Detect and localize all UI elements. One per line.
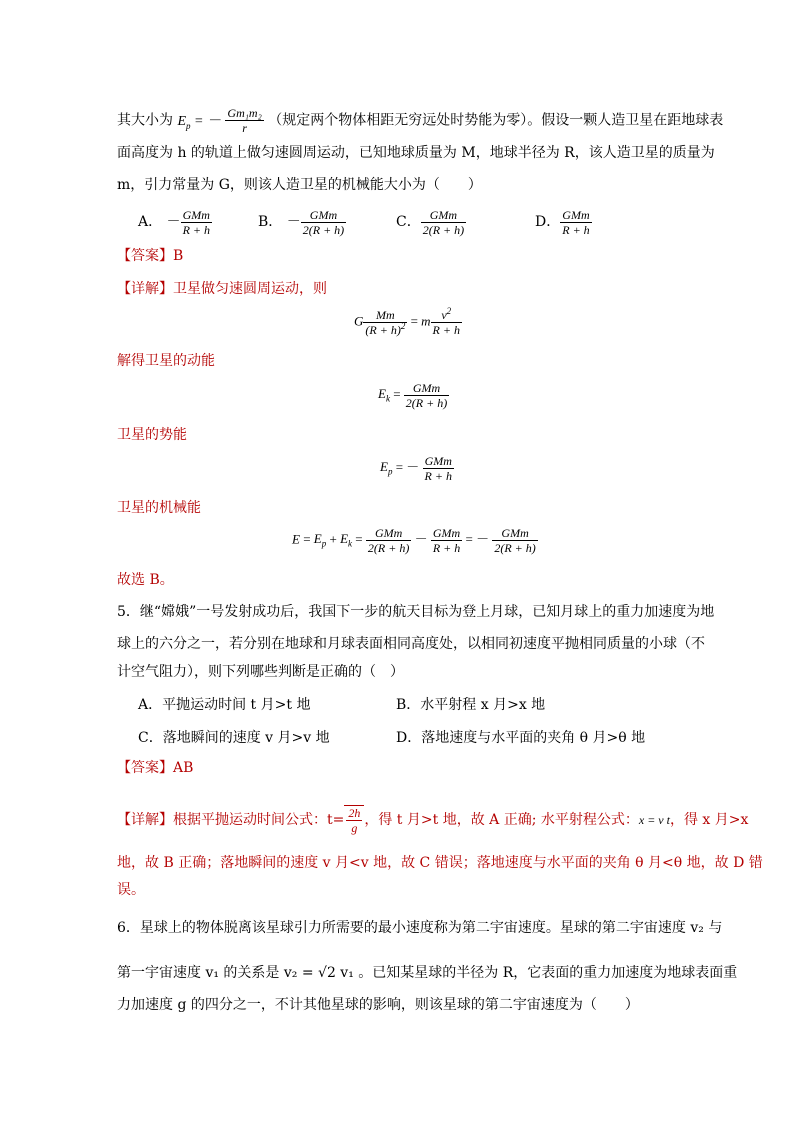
q4-line3: m，引力常量为 G，则该人造卫星的机械能大小为（ ） (117, 177, 482, 193)
kinetic-label: 解得卫星的动能 (117, 353, 215, 369)
q5-stem1: 5．继“嫦娥”一号发射成功后，我国下一步的航天目标为登上月球，已知月球上的重力加速度为地 (117, 604, 715, 620)
q5-detail1-a: 【详解】根据平抛运动时间公式：t= (117, 812, 345, 828)
q5-detail1 (117, 805, 748, 835)
q5-detail3: 误。 (117, 882, 145, 898)
q4-line1-b: （规定两个物体相距无穷远处时势能为零）。假设一颗人造卫星在距地球表 (268, 112, 724, 129)
ep-fraction (225, 106, 263, 135)
q4-line1 (117, 106, 723, 135)
q4-answer: 【答案】B (117, 248, 184, 264)
option-fraction (421, 208, 466, 237)
q5-stem3: 计空气阻力），则下列哪些判断是正确的（ ） (117, 664, 404, 680)
sqrt-2h-over-g: $\frac{2h}{g}$ (344, 805, 364, 835)
q4-conclusion: 故选 B。 (117, 572, 174, 588)
option-den: R + h (562, 222, 590, 237)
ep-den: r (242, 121, 247, 135)
eq-kinetic: $E_k$ = $\frac{\text{GMm}}{2(R + h)}$ (378, 381, 448, 410)
q4-detail (117, 279, 327, 299)
q5-option-d: D．落地速度与水平面的夹角 θ 月>θ 地 (396, 730, 646, 746)
ep-symbol: $E_p$ = － (177, 113, 221, 131)
q5-option-a: A．平抛运动时间 t 月>t 地 (138, 697, 311, 713)
q5-option-b: B．水平射程 x 月>x 地 (396, 697, 546, 713)
option-fraction (301, 208, 346, 237)
option-fraction (560, 208, 591, 237)
q6-line2: 第一宇宙速度 v₁ 的关系是 v₂ = √2 v₁ 。已知某星球的半径为 R，它表面的重力加速度为地球表面重 (117, 965, 738, 981)
option-label: A． － (138, 214, 181, 230)
q4-option-c (396, 207, 466, 237)
q5-detail2: 地，故 B 正确；落地瞬间的速度 v 月<v 地，故 C 错误；落地速度与水平面的夹角 θ 月<θ 地，故 D 错 (117, 855, 763, 871)
eq-circular-motion: G $\frac{Mm}{(R + h)^2}$ = m $\frac{v^2}{R + h}$ (354, 306, 460, 337)
q5-detail1-b: ，得 t 月>t 地，故 A 正确; 水平射程公式： (364, 812, 639, 828)
option-label: C． (396, 214, 421, 230)
ep-num: Gm₁m₂ (227, 106, 262, 120)
option-label: D． (535, 214, 561, 230)
q4-option-d (535, 207, 592, 237)
q5-detail1-d: ，得 x 月>x (669, 812, 749, 828)
option-num: GMm (421, 208, 466, 223)
q6-line1: 6．星球上的物体脱离该星球引力所需要的最小速度称为第二宇宙速度。星球的第二宇宙速度 v₂ 与 (117, 920, 723, 936)
option-num: GMm (181, 208, 212, 223)
option-den: R + h (182, 222, 210, 237)
range-formula: x = v t (638, 813, 670, 827)
q5-stem2: 球上的六分之一，若分别在地球和月球表面相同高度处，以相同初速度平抛相同质量的小球（不 (117, 636, 705, 652)
option-den: 2(R + h) (422, 222, 465, 237)
mech-label: 卫星的机械能 (117, 500, 201, 516)
option-num: GMm (301, 208, 346, 223)
q4-line2: 面高度为 h 的轨道上做匀速圆周运动，已知地球质量为 M，地球半径为 R，该人造卫星的质量为 (117, 145, 715, 161)
q5-answer: 【答案】AB (117, 760, 194, 776)
option-fraction (181, 208, 212, 237)
detail-text: 卫星做匀速圆周运动，则 (173, 281, 327, 297)
eq-potential: $E_p$ = － $\frac{\text{GMm}}{R + h}$ (380, 454, 452, 483)
option-label: B． － (258, 214, 301, 230)
q4-option-a (138, 207, 212, 237)
q4-line1-a: 其大小为 (117, 112, 173, 129)
q5-option-c: C．落地瞬间的速度 v 月>v 地 (138, 730, 330, 746)
detail-tag: 【详解】 (117, 281, 173, 297)
option-num: GMm (560, 208, 591, 223)
q4-option-b (258, 207, 346, 237)
potential-label: 卫星的势能 (117, 427, 187, 443)
eq-mechanical: $E = E_p + E_k$ = $\frac{\text{GMm}}{2(R + h)}$ － $\frac{\text{GMm}}{R + h}$ = － $\frac{\text{GMm}}{2(R + h)}$ (292, 526, 536, 555)
option-den: 2(R + h) (302, 222, 345, 237)
q6-line3: 力加速度 g 的四分之一，不计其他星球的影响，则该星球的第二宇宙速度为（ ） (117, 997, 639, 1013)
